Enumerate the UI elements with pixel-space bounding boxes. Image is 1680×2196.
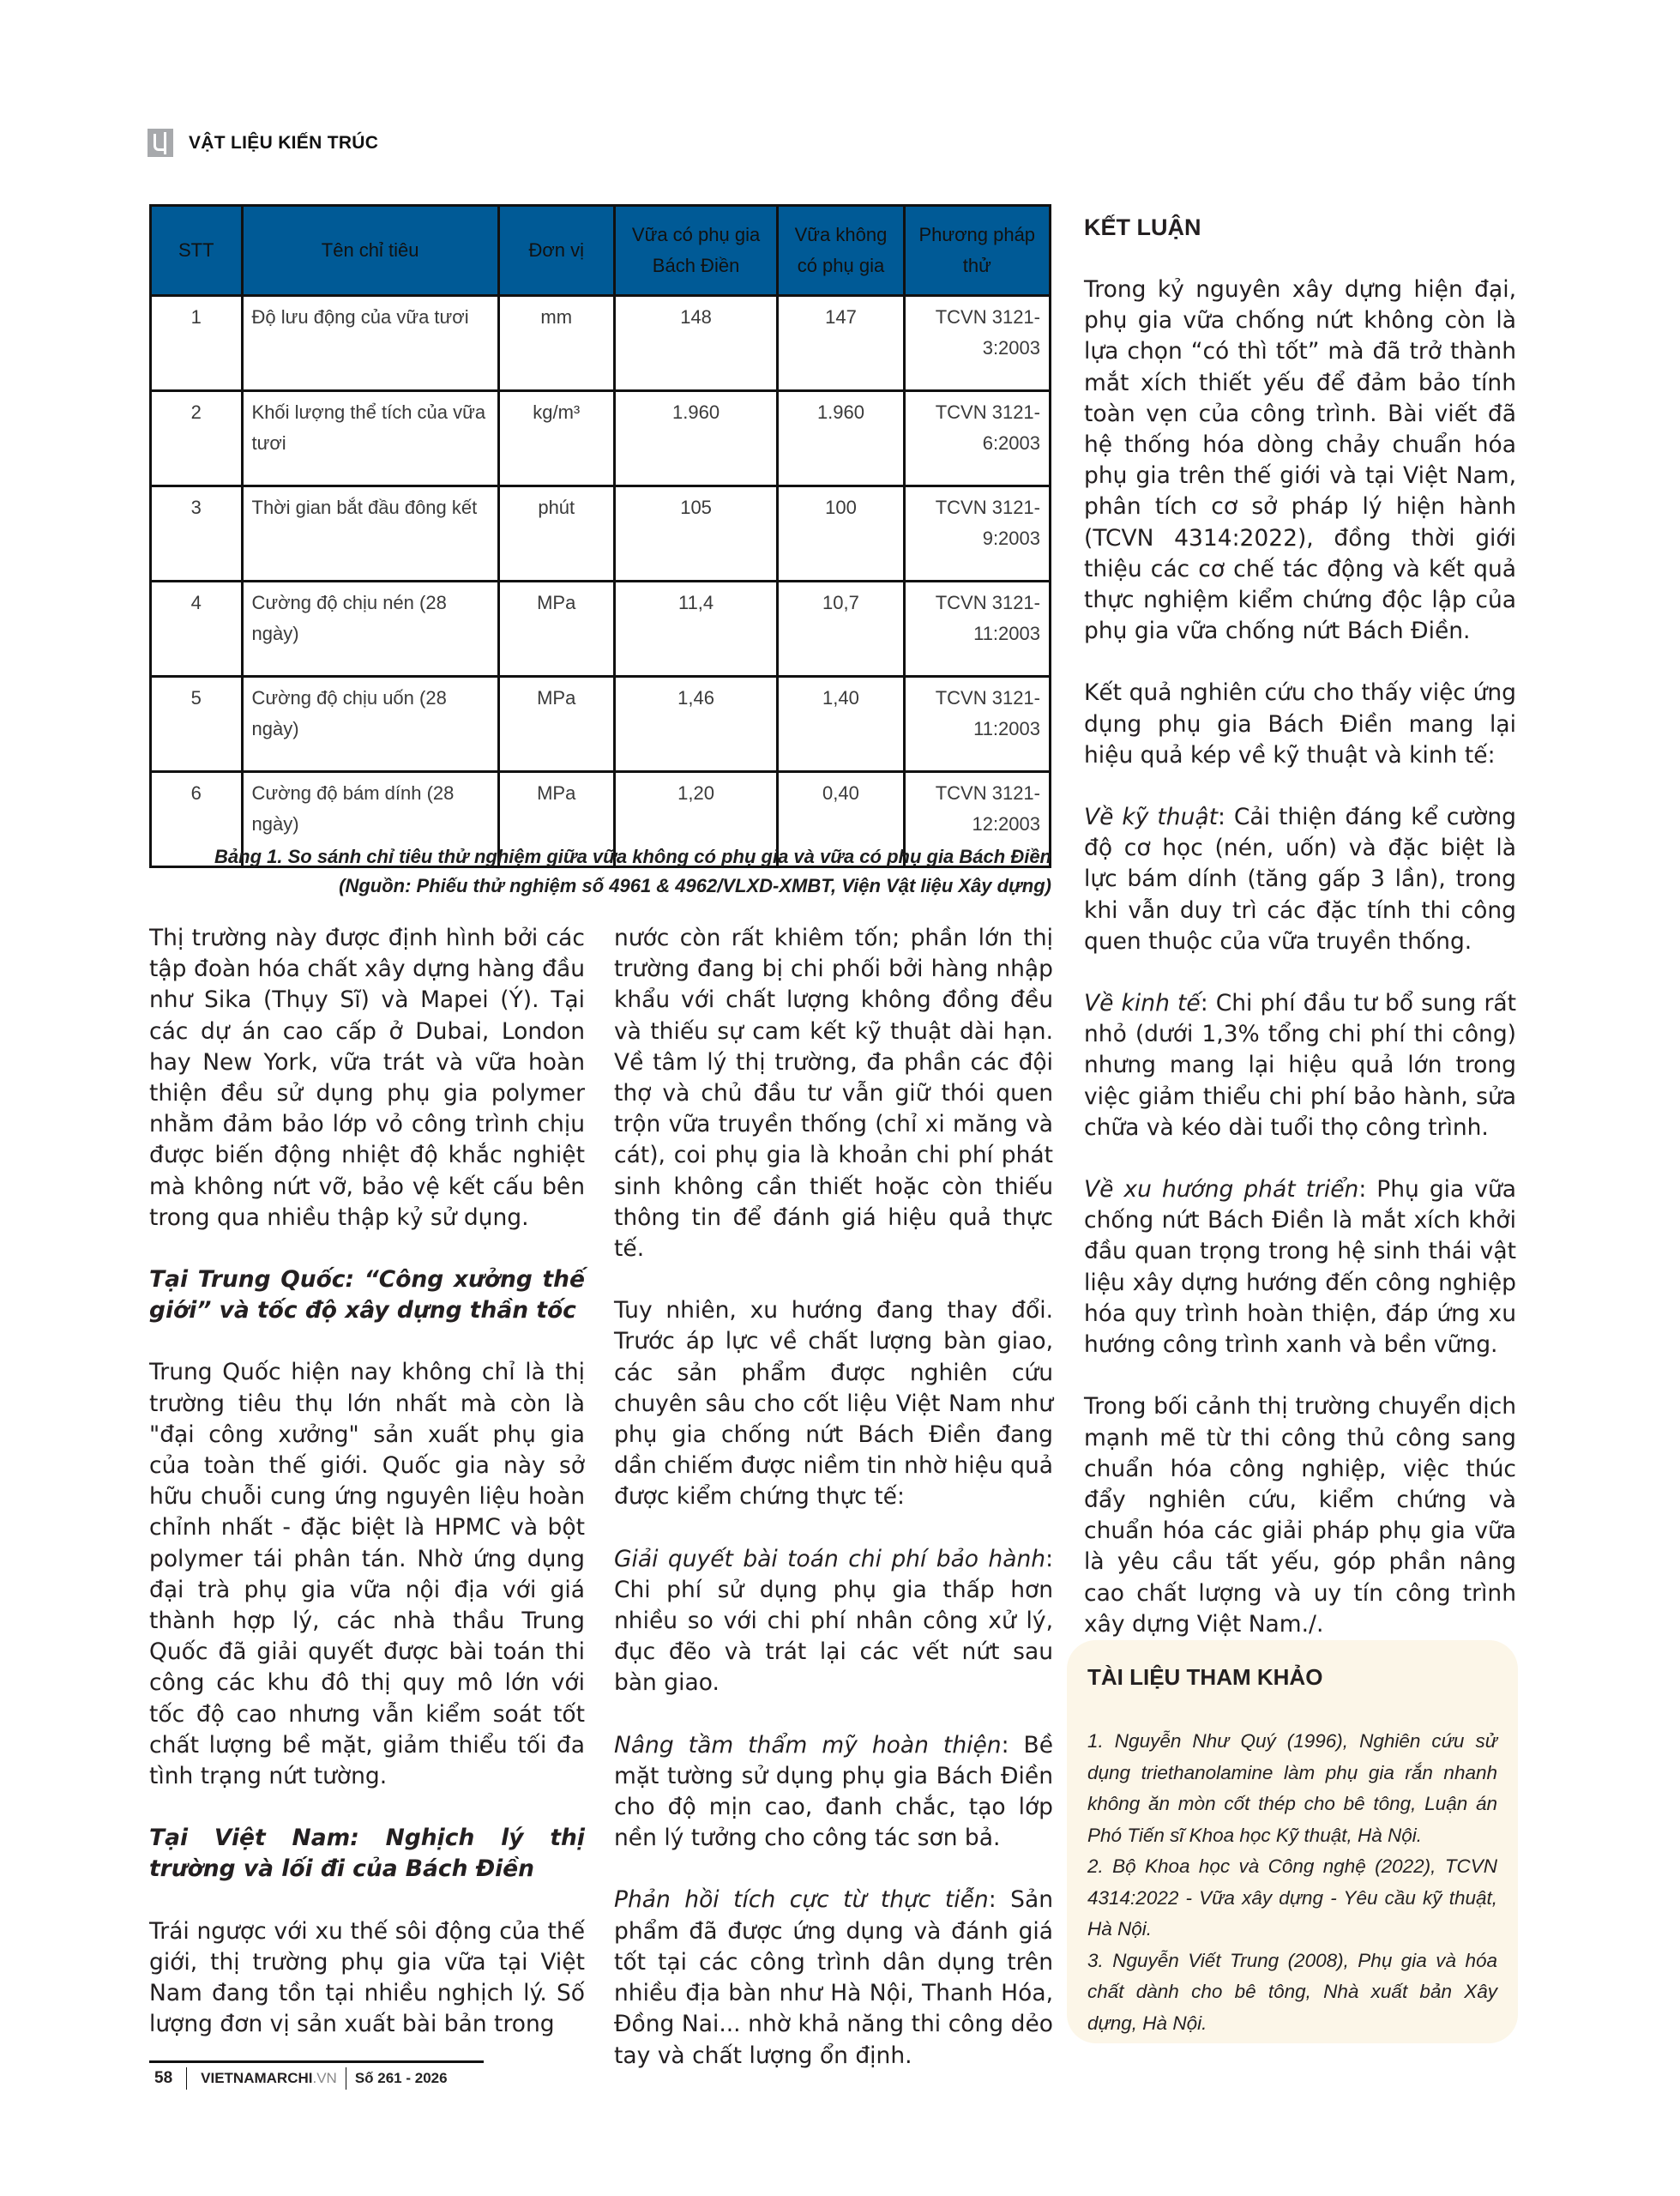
cell-method: TCVN 3121-9:2003 <box>904 486 1050 582</box>
column-header-name: Tên chỉ tiêu <box>242 206 498 296</box>
footer-divider <box>149 2060 484 2063</box>
table-caption-source: (Nguồn: Phiếu thử nghiệm số 4961 & 4962/VLXD-XMBT, Viện Vật liệu Xây dựng) <box>339 875 1051 896</box>
paragraph: Tuy nhiên, xu hướng đang thay đổi. Trước áp lực về chất lượng bàn giao, các sản phẩm được nghiên cứu chuyên sâu cho cốt liệu Việt Nam như phụ gia chống nứt Bách Điền đang dần chiếm được niềm tin nhờ hiệu quả được kiểm chứng thực tế: <box>614 1297 1053 1511</box>
paragraph: Kết quả nghiên cứu cho thấy việc ứng dụng phụ gia Bách Điền mang lại hiệu quả kép về kỹ thuật và kinh tế: <box>1084 679 1516 769</box>
paragraph: Trái ngược với xu thế sôi động của thế giới, thị trường phụ gia vữa tại Việt Nam đang tồn tại nhiều nghịch lý. Số lượng đơn vị sản xuất bài bản trong <box>149 1917 585 2038</box>
cell-without-additive: 0,40 <box>778 772 904 867</box>
cell-method: TCVN 3121-12:2003 <box>904 772 1050 867</box>
column-header-without-additive: Vữa không có phụ gia <box>778 206 904 296</box>
section-title: VẬT LIỆU KIẾN TRÚC <box>189 132 379 153</box>
conclusion-point-text: : Chi phí đầu tư bổ sung rất nhỏ (dưới 1,3% tổng chi phí thi công) nhưng mang lại hiệu quả lớn trong việc giảm thiểu chi phí bảo hành, sửa chữa và kéo dài tuổi thọ công trình. <box>1084 990 1516 1141</box>
table-header-row <box>151 206 1051 296</box>
section-header <box>148 129 378 157</box>
table-caption <box>149 842 1051 901</box>
subheading-china: Tại Trung Quốc: “Công xưởng thế giới” và tốc độ xây dựng thần tốc <box>149 1266 585 1324</box>
cell-method: TCVN 3121-11:2003 <box>904 677 1050 772</box>
cell-with-additive: 105 <box>614 486 778 582</box>
article-column-2 <box>614 923 1053 2102</box>
paragraph: Trong bối cảnh thị trường chuyển dịch mạnh mẽ từ thi công thủ công sang chuẩn hóa công nghiệp, việc thúc đẩy nghiên cứu, kiểm chứng và chuẩn hóa các giải pháp phụ gia vữa là yêu cầu tất yếu, góp phần nâng cao chất lượng và uy tín công trình xây dựng Việt Nam./. <box>1084 1393 1516 1638</box>
cell-without-additive: 1.960 <box>778 391 904 486</box>
cell-name: Thời gian bắt đầu đông kết <box>242 486 498 582</box>
benefit-warranty <box>614 1544 1053 1699</box>
benefit-text: : Sản phẩm đã được ứng dụng và đánh giá tốt tại các công trình dân dụng trên nhiều địa bàn như Hà Nội, Thanh Hóa, Đồng Nai... nhờ khả năng thi công dẻo tay và chất lượng ổn định. <box>614 1886 1053 2069</box>
magazine-logo-icon <box>148 129 173 157</box>
conclusion-point-title: Về kỹ thuật <box>1084 804 1218 831</box>
cell-name: Cường độ bám dính (28 ngày) <box>242 772 498 867</box>
references-box <box>1067 1640 1518 2043</box>
table-caption-title: Bảng 1. So sánh chỉ tiêu thử nghiệm giữa vữa không có phụ gia và vữa có phụ gia Bách Điền <box>214 846 1051 867</box>
article-column-1 <box>149 923 585 2072</box>
cell-stt: 5 <box>151 677 243 772</box>
conclusion-point-title: Về kinh tế <box>1084 990 1201 1017</box>
cell-with-additive: 148 <box>614 296 778 391</box>
conclusion-technical <box>1084 802 1516 957</box>
cell-stt: 6 <box>151 772 243 867</box>
cell-method: TCVN 3121-3:2003 <box>904 296 1050 391</box>
article-column-3 <box>1084 213 1516 1671</box>
reference-item: 1. Nguyễn Như Quý (1996), Nghiên cứu sử dụng triethanolamine làm phụ gia rắn nhanh không ăn mòn cốt thép cho bê tông, Luận án Phó Tiến sĩ Khoa học Kỹ thuật, Hà Nội. <box>1087 1730 1497 1846</box>
cell-name: Khối lượng thể tích của vữa tươi <box>242 391 498 486</box>
cell-unit: mm <box>498 296 614 391</box>
site-name <box>187 2067 346 2090</box>
reference-item: 3. Nguyễn Viết Trung (2008), Phụ gia và hóa chất dành cho bê tông, Nhà xuất bản Xây dựng, Hà Nội. <box>1087 1949 1497 2034</box>
references-heading: TÀI LIỆU THAM KHẢO <box>1087 1664 1323 1690</box>
paragraph: Trung Quốc hiện nay không chỉ là thị trường tiêu thụ lớn nhất mà còn là "đại công xưởng" sản xuất phụ gia của toàn thế giới. Quốc gia này sở hữu chuỗi cung ứng nguyên liệu hoàn chỉnh nhất - đặc biệt là HPMC và bột polymer tái phân tán. Nhờ ứng dụng đại trà phụ gia vữa nội địa với giá thành hợp lý, các nhà thầu Trung Quốc đã giải quyết được bài toán thi công các khu đô thị quy mô lớn với tốc độ cao nhưng vẫn kiểm soát tốt chất lượng bề mặt, giảm thiểu tối đa tình trạng nứt tường. <box>149 1359 585 1790</box>
site-name-main: VIETNAMARCHI <box>201 2070 313 2086</box>
page-footer <box>154 2067 448 2090</box>
table-row <box>151 582 1051 677</box>
column-header-unit: Đơn vị <box>498 206 614 296</box>
column-header-with-additive: Vữa có phụ gia Bách Điền <box>614 206 778 296</box>
table-row <box>151 296 1051 391</box>
cell-unit: MPa <box>498 772 614 867</box>
cell-unit: kg/m³ <box>498 391 614 486</box>
conclusion-trend <box>1084 1174 1516 1360</box>
benefit-title: Giải quyết bài toán chi phí bảo hành <box>614 1545 1046 1572</box>
reference-item: 2. Bộ Khoa học và Công nghệ (2022), TCVN 4314:2022 - Vữa xây dựng - Yêu cầu kỹ thuật, Hà Nội. <box>1087 1855 1497 1940</box>
column-header-method: Phương pháp thử <box>904 206 1050 296</box>
cell-stt: 3 <box>151 486 243 582</box>
cell-stt: 4 <box>151 582 243 677</box>
benefit-text: : Bề mặt tường sử dụng phụ gia Bách Điền cho độ mịn cao, đanh chắc, tạo lớp nền lý tưởng cho công tác sơn bả. <box>614 1731 1053 1852</box>
conclusion-economic <box>1084 988 1516 1143</box>
column-header-stt: STT <box>151 206 243 296</box>
cell-name: Độ lưu động của vữa tươi <box>242 296 498 391</box>
conclusion-point-title: Về xu hướng phát triển <box>1084 1176 1359 1204</box>
issue-number: Số 261 - 2026 <box>354 2070 448 2086</box>
paragraph: nước còn rất khiêm tốn; phần lớn thị trường đang bị chi phối bởi hàng nhập khẩu với chất lượng không đồng đều và thiếu sự cam kết kỹ thuật dài hạn. Về tâm lý thị trường, đa phần các đội thợ và chủ đầu tư vẫn giữ thói quen trộn vữa truyền thống (chỉ xi măng và cát), coi phụ gia là khoản chi phí phát sinh không cần thiết hoặc còn thiếu thông tin để đánh giá hiệu quả thực tế. <box>614 925 1053 1263</box>
cell-without-additive: 10,7 <box>778 582 904 677</box>
cell-with-additive: 1,20 <box>614 772 778 867</box>
benefit-aesthetics <box>614 1730 1053 1855</box>
cell-without-additive: 100 <box>778 486 904 582</box>
comparison-table <box>149 204 1051 868</box>
cell-with-additive: 11,4 <box>614 582 778 677</box>
cell-stt: 2 <box>151 391 243 486</box>
benefit-feedback <box>614 1885 1053 2071</box>
cell-method: TCVN 3121-6:2003 <box>904 391 1050 486</box>
benefit-title: Nâng tầm thẩm mỹ hoàn thiện <box>614 1731 1002 1759</box>
paragraph: Trong kỷ nguyên xây dựng hiện đại, phụ gia vữa chống nứt không còn là lựa chọn “có thì tốt” mà đã trở thành mắt xích thiết yếu để đảm bảo tính toàn vẹn của công trình. Bài viết đã hệ thống hóa dòng chảy chuẩn hóa phụ gia trên thế giới và tại Việt Nam, phân tích cơ sở pháp lý hiện hành (TCVN 4314:2022), đồng thời giới thiệu các cơ chế tác động và kết quả thực nghiệm kiểm chứng độc lập của phụ gia vữa chống nứt Bách Điền. <box>1084 276 1516 645</box>
benefit-title: Phản hồi tích cực từ thực tiễn <box>614 1886 989 1914</box>
conclusion-heading: KẾT LUẬN <box>1084 214 1201 240</box>
table-row <box>151 486 1051 582</box>
benefit-text: : Chi phí sử dụng phụ gia thấp hơn nhiều so với chi phí nhân công xử lý, đục đẽo và trát lại các vết nứt sau bàn giao. <box>614 1545 1053 1697</box>
conclusion-point-text: : Phụ gia vữa chống nứt Bách Điền là mắt xích khởi đầu quan trọng trong hệ sinh thái vật liệu xây dựng hướng đến công nghiệp hóa quy trình hoàn thiện, đáp ứng xu hướng công trình xanh và bền vững. <box>1084 1176 1516 1359</box>
cell-without-additive: 1,40 <box>778 677 904 772</box>
table-row <box>151 677 1051 772</box>
cell-unit: phút <box>498 486 614 582</box>
conclusion-point-text: : Cải thiện đáng kể cường độ cơ học (nén, uốn) và đặc biệt là lực bám dính (tăng gấp 3 lần), trong khi vẫn duy trì các đặc tính thi công quen thuộc của vữa truyền thống. <box>1084 804 1516 955</box>
cell-without-additive: 147 <box>778 296 904 391</box>
subheading-vietnam: Tại Việt Nam: Nghịch lý thị trường và lối đi của Bách Điền <box>149 1825 585 1883</box>
cell-unit: MPa <box>498 677 614 772</box>
site-name-tld: .VN <box>312 2070 337 2086</box>
page-number: 58 <box>154 2067 187 2090</box>
paragraph: Thị trường này được định hình bởi các tập đoàn hóa chất xây dựng hàng đầu như Sika (Thụy Sĩ) và Mapei (Ý). Tại các dự án cao cấp ở Dubai, London hay New York, vữa trát và vữa hoàn thiện đều sử dụng phụ gia polymer nhằm đảm bảo lớp vỏ công trình chịu được biến động nhiệt độ khắc nghiệt mà không nứt vỡ, bảo vệ kết cấu bên trong qua nhiều thập kỷ sử dụng. <box>149 925 585 1231</box>
cell-stt: 1 <box>151 296 243 391</box>
cell-with-additive: 1,46 <box>614 677 778 772</box>
cell-with-additive: 1.960 <box>614 391 778 486</box>
cell-name: Cường độ chịu uốn (28 ngày) <box>242 677 498 772</box>
cell-unit: MPa <box>498 582 614 677</box>
table-row <box>151 391 1051 486</box>
cell-name: Cường độ chịu nén (28 ngày) <box>242 582 498 677</box>
cell-method: TCVN 3121-11:2003 <box>904 582 1050 677</box>
